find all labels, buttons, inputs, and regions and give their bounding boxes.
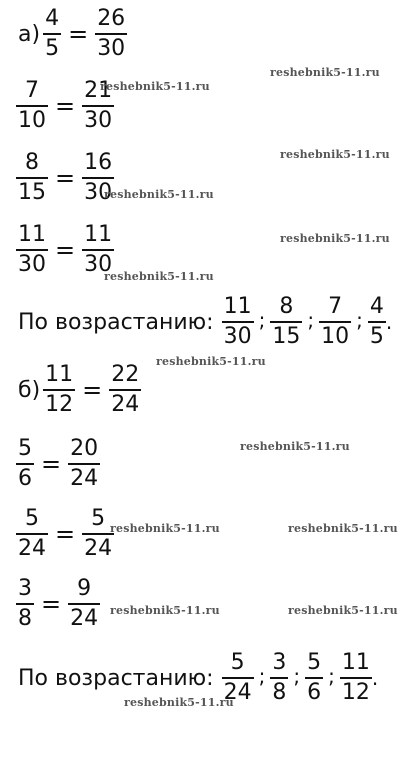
period: . — [385, 310, 393, 334]
numerator: 11 — [223, 294, 252, 319]
semicolon: ; — [356, 308, 363, 332]
numerator: 26 — [97, 6, 126, 31]
denominator: 24 — [68, 603, 100, 630]
watermark: reshebnik5-11.ru — [110, 522, 220, 535]
denominator: 30 — [222, 321, 254, 348]
watermark: reshebnik5-11.ru — [270, 66, 380, 79]
denominator: 24 — [68, 463, 100, 490]
order-b-text: По возрастанию: — [18, 665, 214, 691]
equals-sign: = — [41, 590, 62, 618]
numerator: 5 — [18, 436, 32, 461]
numerator: 3 — [18, 576, 32, 601]
eq-a-3 — [16, 152, 114, 204]
fraction — [43, 364, 75, 416]
numerator: 11 — [84, 222, 113, 247]
equals-sign: = — [82, 376, 103, 404]
numerator: 20 — [70, 436, 99, 461]
fraction — [109, 364, 141, 416]
numerator: 16 — [84, 150, 113, 175]
watermark: reshebnik5-11.ru — [104, 270, 214, 283]
denominator: 12 — [43, 389, 75, 416]
fraction — [340, 652, 372, 704]
fraction — [270, 652, 288, 704]
watermark: reshebnik5-11.ru — [240, 440, 350, 453]
denominator: 30 — [16, 249, 48, 276]
equals-sign: = — [55, 164, 76, 192]
numerator: 4 — [369, 294, 384, 319]
fraction — [95, 8, 127, 60]
denominator: 30 — [95, 33, 127, 60]
watermark: reshebnik5-11.ru — [288, 522, 398, 535]
numerator: 8 — [25, 150, 39, 175]
numerator: 5 — [230, 650, 245, 675]
denominator: 30 — [82, 105, 114, 132]
watermark: reshebnik5-11.ru — [280, 232, 390, 245]
denominator: 30 — [82, 249, 114, 276]
order-a — [18, 296, 392, 348]
numerator: 7 — [25, 78, 39, 103]
numerator: 8 — [279, 294, 294, 319]
fraction — [222, 296, 254, 348]
denominator: 8 — [16, 603, 34, 630]
numerator: 11 — [341, 650, 370, 675]
fraction — [270, 296, 302, 348]
watermark: reshebnik5-11.ru — [288, 604, 398, 617]
eq-a-1 — [18, 8, 127, 60]
denominator: 10 — [319, 321, 351, 348]
period: . — [371, 666, 379, 690]
denominator: 10 — [16, 105, 48, 132]
equals-sign: = — [41, 450, 62, 478]
denominator: 5 — [43, 33, 61, 60]
eq-a-4 — [16, 224, 114, 276]
numerator: 11 — [18, 222, 46, 247]
watermark: reshebnik5-11.ru — [156, 355, 266, 368]
numerator: 21 — [84, 78, 113, 103]
denominator: 8 — [270, 677, 288, 704]
eq-b-3 — [16, 508, 114, 560]
order-a-text: По возрастанию: — [18, 309, 214, 335]
fraction — [16, 152, 48, 204]
part-a-label: а) — [18, 21, 41, 47]
denominator: 24 — [109, 389, 141, 416]
watermark: reshebnik5-11.ru — [100, 80, 210, 93]
numerator: 4 — [45, 6, 60, 31]
fraction — [82, 224, 114, 276]
fraction — [16, 508, 48, 560]
semicolon: ; — [307, 308, 315, 332]
fraction — [68, 438, 100, 490]
numerator: 7 — [328, 294, 343, 319]
numerator: 11 — [45, 362, 74, 387]
watermark: reshebnik5-11.ru — [104, 188, 214, 201]
watermark: reshebnik5-11.ru — [110, 604, 220, 617]
numerator: 3 — [272, 650, 287, 675]
denominator: 5 — [368, 321, 386, 348]
equals-sign: = — [55, 236, 76, 264]
watermark: reshebnik5-11.ru — [124, 696, 234, 709]
eq-b-4 — [16, 578, 100, 630]
denominator: 6 — [305, 677, 323, 704]
denominator: 15 — [270, 321, 302, 348]
denominator: 30 — [82, 177, 114, 204]
numerator: 5 — [25, 506, 39, 531]
denominator: 15 — [16, 177, 48, 204]
semicolon: ; — [293, 664, 301, 688]
numerator: 5 — [91, 506, 106, 531]
fraction — [16, 578, 34, 630]
fraction — [16, 224, 48, 276]
fraction — [16, 438, 34, 490]
denominator: 6 — [16, 463, 34, 490]
eq-b-1 — [18, 364, 141, 416]
numerator: 5 — [307, 650, 322, 675]
watermark: reshebnik5-11.ru — [280, 148, 390, 161]
fraction — [368, 296, 386, 348]
equals-sign: = — [55, 92, 76, 120]
denominator: 24 — [16, 533, 48, 560]
numerator: 9 — [77, 576, 92, 601]
fraction — [68, 578, 100, 630]
equals-sign: = — [68, 20, 89, 48]
fraction — [305, 652, 323, 704]
semicolon: ; — [258, 664, 266, 688]
part-b-label: б) — [18, 377, 41, 403]
denominator: 24 — [82, 533, 114, 560]
fraction — [43, 8, 61, 60]
semicolon: ; — [258, 308, 266, 332]
semicolon: ; — [328, 664, 335, 688]
fraction — [16, 80, 48, 132]
numerator: 22 — [111, 362, 140, 387]
denominator: 24 — [222, 677, 254, 704]
fraction — [319, 296, 351, 348]
eq-b-2 — [16, 438, 100, 490]
denominator: 12 — [340, 677, 372, 704]
equals-sign: = — [55, 520, 76, 548]
